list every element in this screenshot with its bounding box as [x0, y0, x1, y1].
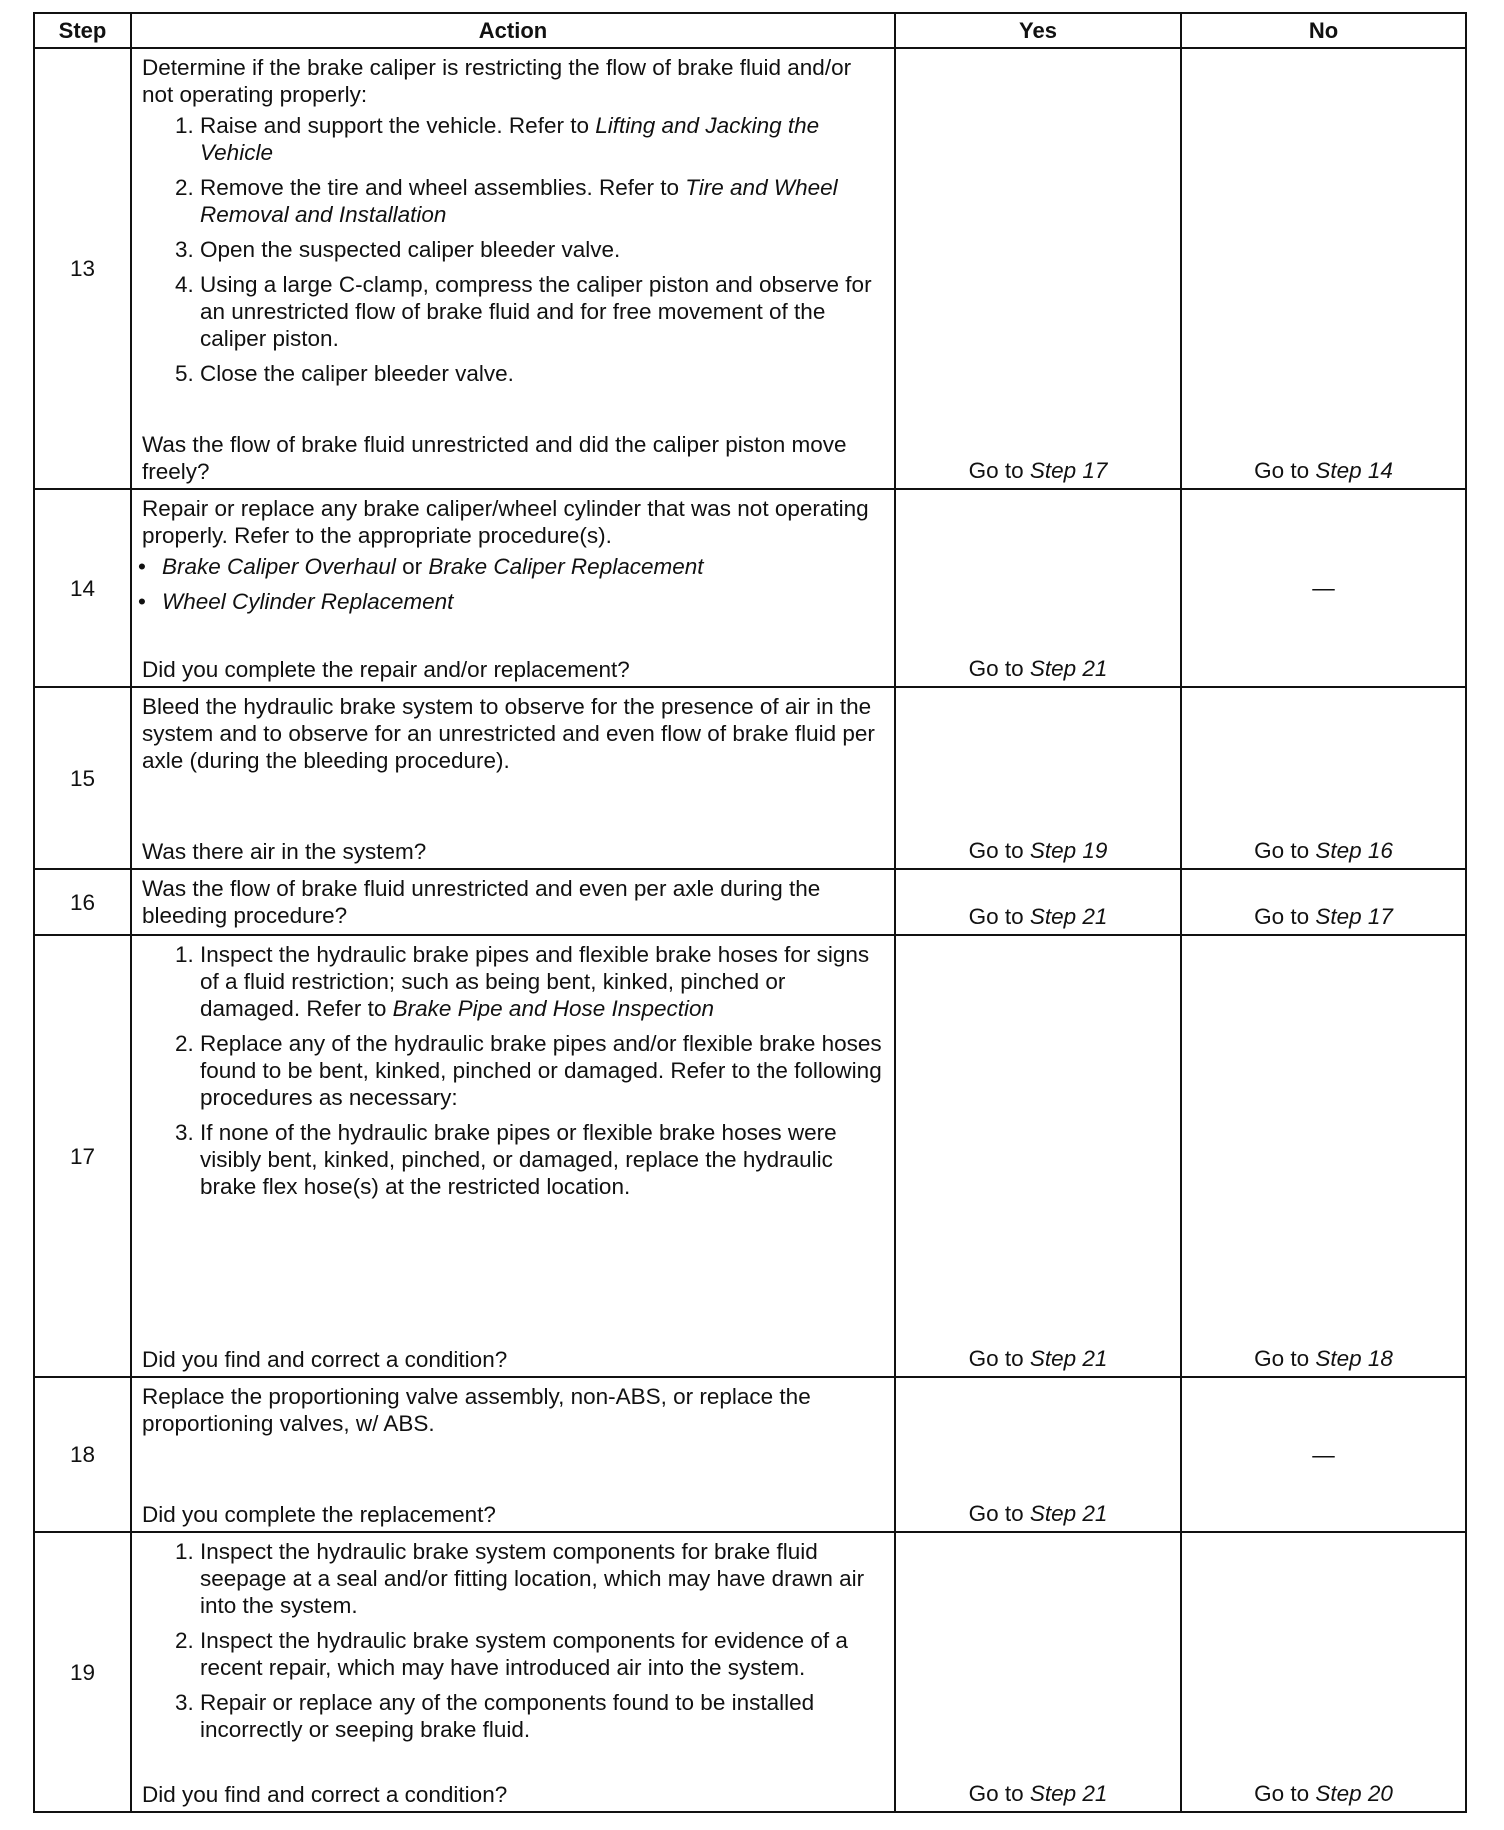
header-yes: Yes: [895, 13, 1181, 48]
header-no: No: [1181, 13, 1466, 48]
action-cell: [131, 489, 895, 687]
action-steps: [142, 1538, 884, 1743]
table-row: [34, 1377, 1466, 1532]
step-number: 19: [34, 1532, 131, 1812]
no-cell: Go to Step 18: [1181, 935, 1466, 1377]
list-item: 1. Inspect the hydraulic brake pipes and flexible brake hoses for signs of a fluid restriction; such as being bent, kinked, pinched or damaged. Refer to Brake Pipe and Hose Inspection: [200, 941, 884, 1022]
action-cell: [131, 1532, 895, 1812]
action-question: Was the flow of brake fluid unrestricted and even per axle during the bleeding procedure?: [142, 876, 821, 928]
action-question: Did you find and correct a condition?: [142, 1782, 508, 1807]
step-number: 13: [34, 48, 131, 489]
table-row: [34, 48, 1466, 489]
action-question: Was there air in the system?: [142, 839, 427, 864]
action-intro: Repair or replace any brake caliper/wheel cylinder that was not operating properly. Refer to the appropriate procedure(s).: [142, 496, 869, 548]
table-row: [34, 869, 1466, 935]
diagnostic-table: [33, 12, 1467, 1813]
list-item: 3. Open the suspected caliper bleeder valve.: [200, 236, 884, 263]
action-question: Did you complete the repair and/or replacement?: [142, 657, 630, 682]
action-intro: Bleed the hydraulic brake system to observe for the presence of air in the system and to observe for an unrestricted and even flow of brake fluid per axle (during the bleeding procedure).: [142, 694, 875, 773]
list-item: • Brake Caliper Overhaul or Brake Caliper Replacement: [162, 553, 884, 580]
no-step-ref: Step 14: [1315, 458, 1393, 483]
yes-step-ref: Step 21: [1029, 1346, 1108, 1371]
action-question: Did you find and correct a condition?: [142, 1347, 508, 1372]
action-cell: [131, 687, 895, 869]
no-cell: Go to Step 14: [1181, 48, 1466, 489]
no-step-ref: Step 20: [1315, 1781, 1393, 1806]
yes-cell: Go to Step 21: [895, 1377, 1181, 1532]
step-number: 18: [34, 1377, 131, 1532]
table-row: [34, 489, 1466, 687]
yes-cell: Go to Step 17: [895, 48, 1181, 489]
no-cell: Go to Step 16: [1181, 687, 1466, 869]
action-question: Was the flow of brake fluid unrestricted and did the caliper piston move freely?: [142, 432, 847, 484]
action-question: Did you complete the replacement?: [142, 1502, 496, 1527]
step-number: 14: [34, 489, 131, 687]
action-cell: [131, 48, 895, 489]
procedure-list: [142, 553, 884, 615]
list-item: • Wheel Cylinder Replacement: [162, 588, 884, 615]
yes-step-ref: Step 19: [1029, 838, 1108, 863]
procedure-reference: Lifting and Jacking the Vehicle: [200, 113, 820, 165]
list-item: 4. Using a large C-clamp, compress the caliper piston and observe for an unrestricted flow of brake fluid and for free movement of the caliper piston.: [200, 271, 884, 352]
action-steps: [142, 941, 884, 1208]
action-intro: Determine if the brake caliper is restricting the flow of brake fluid and/or not operating properly:: [142, 55, 852, 107]
header-row: [34, 13, 1466, 48]
not-applicable-dash: —: [1312, 575, 1335, 601]
list-item: 2. Remove the tire and wheel assemblies. Refer to Tire and Wheel Removal and Installation: [200, 174, 884, 228]
not-applicable-dash: —: [1312, 1442, 1335, 1467]
procedure-reference: Tire and Wheel Removal and Installation: [200, 175, 838, 227]
list-item: 5. Close the caliper bleeder valve.: [200, 360, 884, 387]
no-step-ref: Step 17: [1315, 904, 1393, 929]
no-cell: Go to Step 17: [1181, 869, 1466, 935]
list-item: 2. Replace any of the hydraulic brake pipes and/or flexible brake hoses found to be bent, kinked, pinched or damaged. Refer to the following procedures as necessary:: [200, 1030, 884, 1111]
action-cell: [131, 869, 895, 935]
yes-cell: Go to Step 19: [895, 687, 1181, 869]
yes-cell: Go to Step 21: [895, 1532, 1181, 1812]
no-cell: Go to Step 20: [1181, 1532, 1466, 1812]
list-item: 3. Repair or replace any of the components found to be installed incorrectly or seeping brake fluid.: [200, 1689, 884, 1743]
list-item: 1. Inspect the hydraulic brake system components for brake fluid seepage at a seal and/or fitting location, which may have drawn air into the system.: [200, 1538, 884, 1619]
action-intro: Replace the proportioning valve assembly, non-ABS, or replace the proportioning valves, w/ ABS.: [142, 1384, 811, 1436]
no-cell: [1181, 489, 1466, 687]
yes-cell: Go to Step 21: [895, 869, 1181, 935]
step-number: 15: [34, 687, 131, 869]
table-row: [34, 687, 1466, 869]
yes-step-ref: Step 21: [1029, 1781, 1108, 1806]
table-row: [34, 1532, 1466, 1812]
no-step-ref: Step 16: [1315, 838, 1393, 863]
list-item: 2. Inspect the hydraulic brake system components for evidence of a recent repair, which may have introduced air into the system.: [200, 1627, 884, 1681]
yes-step-ref: Step 21: [1029, 1501, 1108, 1526]
yes-step-ref: Step 21: [1029, 904, 1108, 929]
action-steps: [142, 112, 884, 387]
yes-step-ref: Step 21: [1029, 656, 1108, 681]
yes-cell: Go to Step 21: [895, 489, 1181, 687]
table-row: [34, 935, 1466, 1377]
header-step: Step: [34, 13, 131, 48]
action-cell: [131, 935, 895, 1377]
no-cell: [1181, 1377, 1466, 1532]
list-item: 3. If none of the hydraulic brake pipes or flexible brake hoses were visibly bent, kinked, pinched, or damaged, replace the hydraulic brake flex hose(s) at the restricted location.: [200, 1119, 884, 1200]
procedure-reference: Brake Pipe and Hose Inspection: [392, 996, 715, 1021]
yes-step-ref: Step 17: [1029, 458, 1108, 483]
header-action: Action: [131, 13, 895, 48]
yes-cell: Go to Step 21: [895, 935, 1181, 1377]
list-item: 1. Raise and support the vehicle. Refer to Lifting and Jacking the Vehicle: [200, 112, 884, 166]
action-cell: [131, 1377, 895, 1532]
step-number: 16: [34, 869, 131, 935]
no-step-ref: Step 18: [1315, 1346, 1393, 1371]
step-number: 17: [34, 935, 131, 1377]
